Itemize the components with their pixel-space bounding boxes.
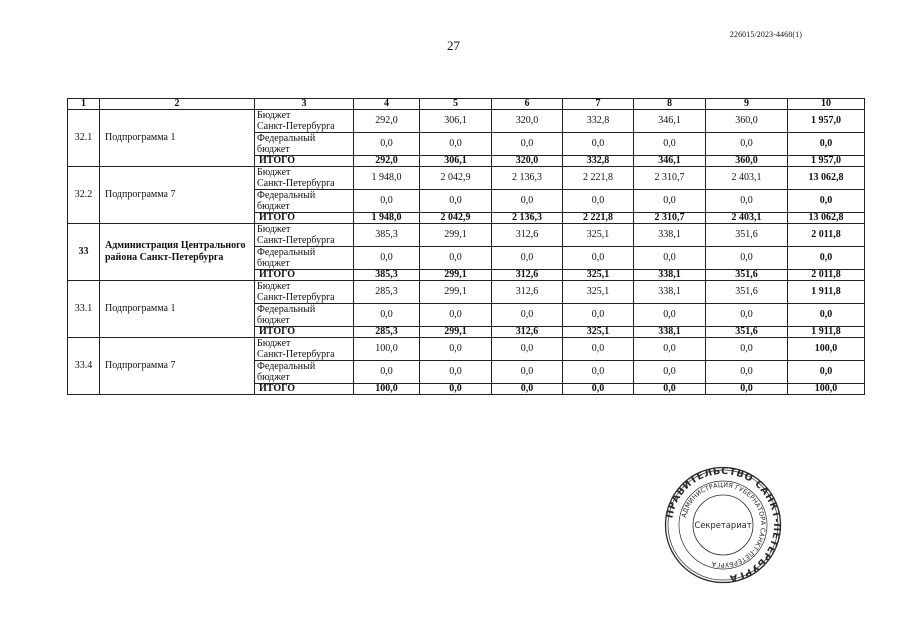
row-code: 33 (68, 224, 100, 281)
funding-source-line: Санкт-Петербурга (257, 235, 335, 246)
value-cell: 0,0 (492, 304, 563, 327)
total-label: ИТОГО (255, 156, 354, 167)
value-cell: 0,0 (788, 361, 865, 384)
total-value-cell: 13 062,8 (788, 213, 865, 224)
value-cell: 2 042,9 (420, 167, 492, 190)
column-header-4: 4 (354, 99, 420, 110)
value-cell: 0,0 (420, 338, 492, 361)
value-cell: 0,0 (706, 304, 788, 327)
value-cell: 0,0 (354, 304, 420, 327)
value-cell: 338,1 (634, 281, 706, 304)
value-cell: 325,1 (563, 281, 634, 304)
value-cell: 2 136,3 (492, 167, 563, 190)
funding-source (255, 338, 354, 361)
funding-source (255, 133, 354, 156)
header-row (68, 99, 865, 110)
row-code: 32.2 (68, 167, 100, 224)
value-cell: 0,0 (634, 190, 706, 213)
value-cell: 351,6 (706, 281, 788, 304)
value-cell: 325,1 (563, 224, 634, 247)
funding-source (255, 247, 354, 270)
value-cell: 320,0 (492, 110, 563, 133)
funding-source-line: Санкт-Петербурга (257, 349, 335, 360)
value-cell: 0,0 (492, 133, 563, 156)
funding-source-line: Федеральный (257, 133, 316, 144)
total-value-cell: 1 911,8 (788, 327, 865, 338)
value-cell: 0,0 (706, 190, 788, 213)
total-value-cell: 292,0 (354, 156, 420, 167)
value-cell: 1 948,0 (354, 167, 420, 190)
value-cell: 0,0 (420, 361, 492, 384)
funding-source (255, 361, 354, 384)
value-cell: 0,0 (788, 133, 865, 156)
total-value-cell: 2 136,3 (492, 213, 563, 224)
total-value-cell: 2 403,1 (706, 213, 788, 224)
value-cell: 0,0 (492, 361, 563, 384)
secretariat-stamp (664, 466, 782, 584)
column-header-3: 3 (255, 99, 354, 110)
value-cell: 0,0 (563, 190, 634, 213)
total-value-cell: 1 957,0 (788, 156, 865, 167)
stamp-outer-text: ПРАВИТЕЛЬСТВО САНКТ-ПЕТЕРБУРГА (664, 466, 782, 584)
total-value-cell: 0,0 (634, 384, 706, 395)
value-cell: 312,6 (492, 224, 563, 247)
funding-source-line: бюджет (257, 315, 290, 326)
total-value-cell: 285,3 (354, 327, 420, 338)
funding-source-line: Санкт-Петербурга (257, 292, 335, 303)
column-header-7: 7 (563, 99, 634, 110)
column-header-2: 2 (100, 99, 255, 110)
row-code: 32.1 (68, 110, 100, 167)
funding-source (255, 281, 354, 304)
value-cell: 0,0 (492, 190, 563, 213)
total-value-cell: 299,1 (420, 270, 492, 281)
table-row (68, 281, 865, 304)
value-cell: 0,0 (706, 133, 788, 156)
total-value-cell: 0,0 (492, 384, 563, 395)
value-cell: 0,0 (420, 133, 492, 156)
total-value-cell: 360,0 (706, 156, 788, 167)
funding-source-line: Бюджет (257, 167, 291, 178)
funding-source-line: Санкт-Петербурга (257, 121, 335, 132)
value-cell: 1 957,0 (788, 110, 865, 133)
value-cell: 0,0 (563, 247, 634, 270)
funding-source-line: бюджет (257, 201, 290, 212)
total-label: ИТОГО (255, 384, 354, 395)
page-number: 27 (447, 38, 460, 53)
total-value-cell: 2 011,8 (788, 270, 865, 281)
value-cell: 360,0 (706, 110, 788, 133)
row-name: Подпрограмма 1 (100, 281, 255, 338)
value-cell: 100,0 (354, 338, 420, 361)
value-cell: 0,0 (706, 247, 788, 270)
value-cell: 0,0 (420, 247, 492, 270)
total-value-cell: 312,6 (492, 327, 563, 338)
value-cell: 0,0 (788, 190, 865, 213)
value-cell: 0,0 (788, 304, 865, 327)
total-value-cell: 100,0 (788, 384, 865, 395)
value-cell: 0,0 (634, 338, 706, 361)
value-cell: 2 221,8 (563, 167, 634, 190)
column-header-10: 10 (788, 99, 865, 110)
value-cell: 0,0 (420, 190, 492, 213)
value-cell: 0,0 (563, 338, 634, 361)
total-value-cell: 320,0 (492, 156, 563, 167)
total-value-cell: 351,6 (706, 270, 788, 281)
value-cell: 13 062,8 (788, 167, 865, 190)
row-name: Администрация Центрального района Санкт-Петербурга (100, 224, 255, 281)
total-label: ИТОГО (255, 270, 354, 281)
funding-source-line: Федеральный (257, 247, 316, 258)
total-value-cell: 325,1 (563, 270, 634, 281)
total-value-cell: 351,6 (706, 327, 788, 338)
value-cell: 1 911,8 (788, 281, 865, 304)
total-value-cell: 385,3 (354, 270, 420, 281)
funding-source-line: бюджет (257, 258, 290, 269)
funding-source (255, 304, 354, 327)
value-cell: 312,6 (492, 281, 563, 304)
total-value-cell: 1 948,0 (354, 213, 420, 224)
column-header-6: 6 (492, 99, 563, 110)
value-cell: 0,0 (563, 133, 634, 156)
value-cell: 0,0 (706, 361, 788, 384)
value-cell: 0,0 (354, 361, 420, 384)
funding-source-line: Бюджет (257, 110, 291, 121)
funding-source-line: Федеральный (257, 190, 316, 201)
value-cell: 0,0 (634, 361, 706, 384)
value-cell: 351,6 (706, 224, 788, 247)
value-cell: 2 403,1 (706, 167, 788, 190)
value-cell: 0,0 (634, 133, 706, 156)
table-row (68, 110, 865, 133)
document-reference: 226015/2023-4468(1) (729, 30, 802, 39)
stamp-center-text: Секретариат (694, 520, 752, 530)
row-name: Подпрограмма 7 (100, 338, 255, 395)
value-cell: 0,0 (634, 247, 706, 270)
column-header-8: 8 (634, 99, 706, 110)
table-row (68, 224, 865, 247)
total-value-cell: 346,1 (634, 156, 706, 167)
value-cell: 299,1 (420, 281, 492, 304)
value-cell: 0,0 (634, 304, 706, 327)
value-cell: 306,1 (420, 110, 492, 133)
column-header-9: 9 (706, 99, 788, 110)
row-name: Подпрограмма 1 (100, 110, 255, 167)
total-value-cell: 306,1 (420, 156, 492, 167)
total-value-cell: 338,1 (634, 270, 706, 281)
value-cell: 332,8 (563, 110, 634, 133)
total-value-cell: 299,1 (420, 327, 492, 338)
column-header-5: 5 (420, 99, 492, 110)
row-name: Подпрограмма 7 (100, 167, 255, 224)
value-cell: 285,3 (354, 281, 420, 304)
funding-source-line: Санкт-Петербурга (257, 178, 335, 189)
funding-source-line: Федеральный (257, 304, 316, 315)
total-value-cell: 2 310,7 (634, 213, 706, 224)
total-value-cell: 0,0 (420, 384, 492, 395)
funding-source-line: бюджет (257, 144, 290, 155)
value-cell: 292,0 (354, 110, 420, 133)
value-cell: 338,1 (634, 224, 706, 247)
funding-source (255, 224, 354, 247)
value-cell: 100,0 (788, 338, 865, 361)
funding-source-line: бюджет (257, 372, 290, 383)
table-row (68, 338, 865, 361)
value-cell: 2 011,8 (788, 224, 865, 247)
total-value-cell: 2 221,8 (563, 213, 634, 224)
total-value-cell: 2 042,9 (420, 213, 492, 224)
row-code: 33.1 (68, 281, 100, 338)
funding-source (255, 167, 354, 190)
value-cell: 0,0 (354, 247, 420, 270)
budget-table (67, 98, 865, 395)
value-cell: 0,0 (492, 338, 563, 361)
total-value-cell: 0,0 (706, 384, 788, 395)
total-value-cell: 325,1 (563, 327, 634, 338)
total-value-cell: 100,0 (354, 384, 420, 395)
value-cell: 346,1 (634, 110, 706, 133)
value-cell: 385,3 (354, 224, 420, 247)
total-value-cell: 0,0 (563, 384, 634, 395)
funding-source-line: Бюджет (257, 338, 291, 349)
value-cell: 0,0 (354, 133, 420, 156)
total-value-cell: 332,8 (563, 156, 634, 167)
column-header-1: 1 (68, 99, 100, 110)
funding-source-line: Бюджет (257, 281, 291, 292)
funding-source (255, 110, 354, 133)
funding-source-line: Федеральный (257, 361, 316, 372)
total-value-cell: 338,1 (634, 327, 706, 338)
total-label: ИТОГО (255, 327, 354, 338)
value-cell: 0,0 (788, 247, 865, 270)
row-code: 33.4 (68, 338, 100, 395)
funding-source (255, 190, 354, 213)
value-cell: 299,1 (420, 224, 492, 247)
funding-source-line: Бюджет (257, 224, 291, 235)
value-cell: 0,0 (354, 190, 420, 213)
value-cell: 0,0 (492, 247, 563, 270)
value-cell: 0,0 (420, 304, 492, 327)
value-cell: 2 310,7 (634, 167, 706, 190)
table-row (68, 167, 865, 190)
value-cell: 0,0 (563, 361, 634, 384)
total-value-cell: 312,6 (492, 270, 563, 281)
value-cell: 0,0 (563, 304, 634, 327)
stamp-inner-text: АДМИНИСТРАЦИЯ ГУБЕРНАТОРА САНКТ-ПЕТЕРБУРГА (679, 480, 768, 570)
total-label: ИТОГО (255, 213, 354, 224)
value-cell: 0,0 (706, 338, 788, 361)
